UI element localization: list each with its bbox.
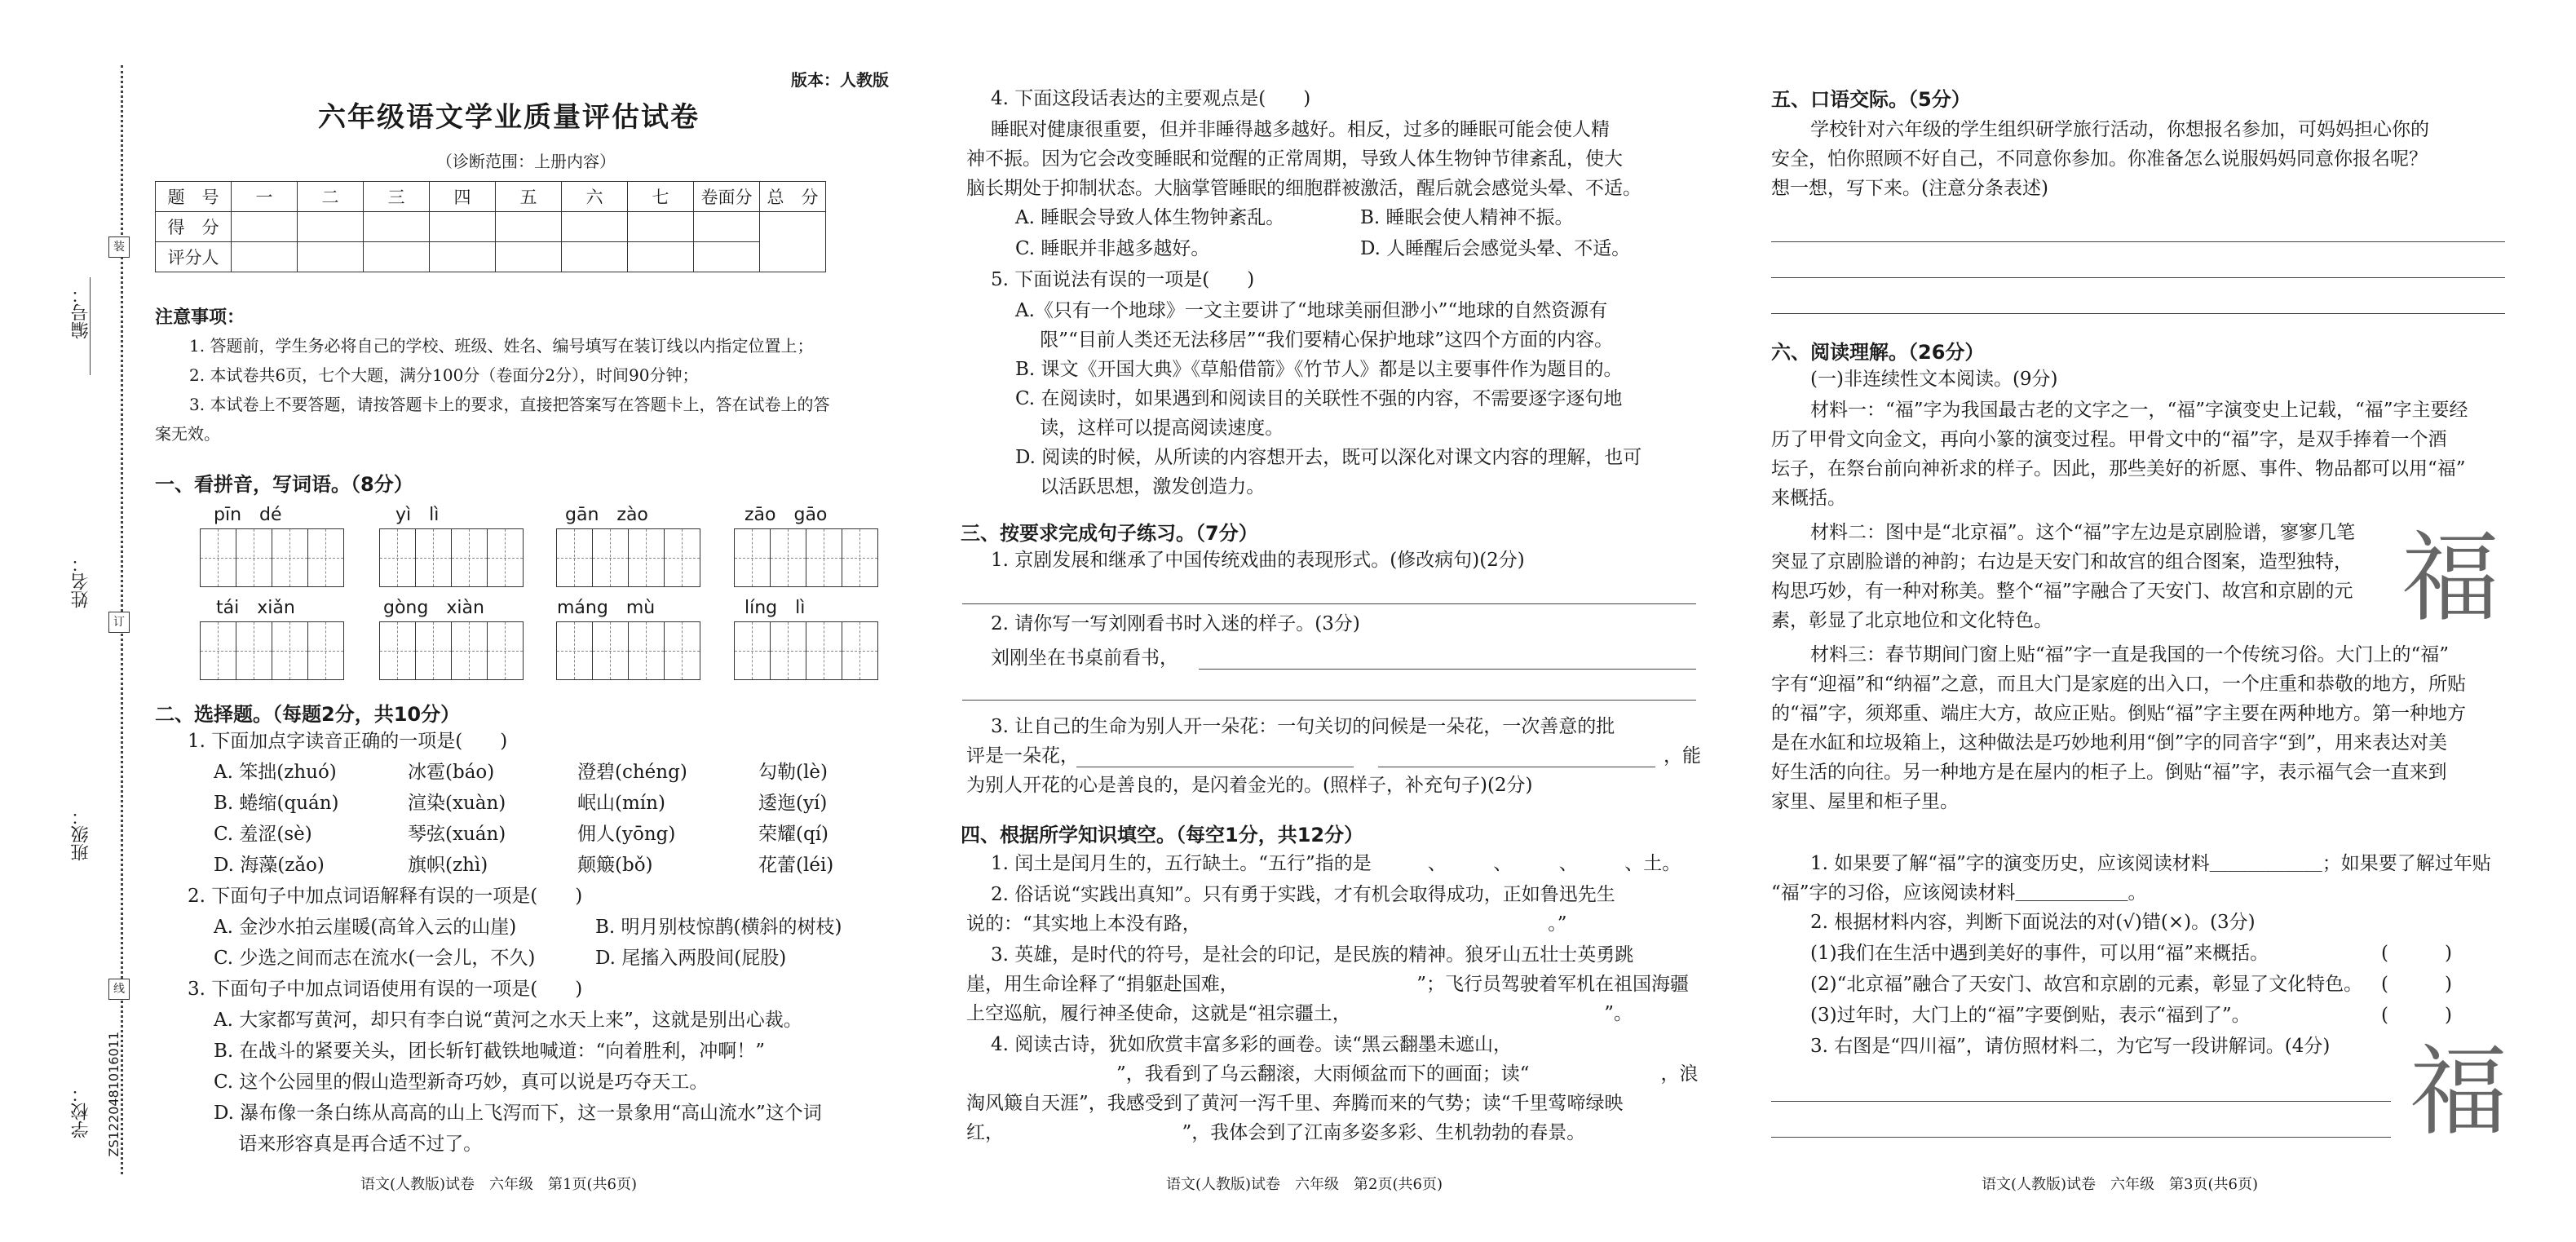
option: 读，这样可以提高阅读速度。 [1015,418,1284,439]
material-line: 字有“迎福”和“纳福”之意，而且大门是家庭的出入口，一个庄重和恭敬的地方，所贴 [1771,674,2467,695]
option: 勾勒(lè) [758,762,828,783]
option: 逶迤(yí) [758,793,828,814]
fill-line: 2. 俗话说“实践出真知”。只有勇于实践，才有机会取得成功，正如鲁迅先生 [991,884,1615,905]
page-footer: 语文(人教版)试卷 六年级 第3页(共6页) [1982,1176,2258,1193]
question-stem: 1. 下面加点字读音正确的一项是( ) [188,731,508,752]
pinyin-label: tái xiǎn [216,598,295,618]
question-stem: 1. 京剧发展和继承了中国传统戏曲的表现形式。(修改病句)(2分) [991,550,1525,571]
score-table [155,181,826,272]
section-3-title: 三、按要求完成句子练习。（7分） [961,522,1258,545]
material-line: 是在水缸和垃圾箱上，这种做法是巧妙地利用“倒”字的同音字“到”，用来表达对美 [1771,732,2448,754]
version-label: 版本：人教版 [791,70,889,90]
score-header-cell: 题 号 [156,182,232,212]
option: B. 睡眠会使人精神不振。 [1360,207,1574,228]
fill-line: 4. 阅读古诗，犹如欣赏丰富多彩的画卷。读“黑云翻墨未遮山， [991,1034,1634,1055]
answer-line[interactable] [1771,277,2505,278]
material-line: 好生活的向往。另一种地方是在屋内的柜子上。倒贴“福”字，表示福气会一直来到 [1771,762,2447,783]
judge-item: (1)我们在生活中遇到美好的事件，可以用“福”来概括。 [1810,943,2269,964]
material-line: 历了甲骨文向金文，再向小篆的演变过程。甲骨文中的“福”字，是双手捧着一个酒 [1771,429,2447,450]
section-5-title: 五、口语交际。（5分） [1771,88,1971,111]
material-line: 来概括。 [1771,488,1846,509]
section-1-title: 一、看拼音，写词语。（8分） [155,473,413,496]
option: 语来形容真是再合适不过了。 [214,1134,483,1155]
option: D. 人睡醒后会感觉头晕、不适。 [1360,238,1631,259]
prompt-line: 学校针对六年级的学生组织研学旅行活动，你想报名参加，可妈妈担心你的 [1810,119,2429,140]
score-row-label: 得 分 [156,212,232,242]
score-header-cell: 二 [298,182,364,212]
score-cell[interactable] [298,212,364,242]
page-footer: 语文(人教版)试卷 六年级 第2页(共6页) [1166,1176,1443,1193]
writing-grid[interactable] [379,528,524,587]
grader-row-label: 评分人 [156,242,232,272]
option: 旗帜(zhì) [408,855,488,876]
section-2-title: 二、选择题。（每题2分，共10分） [155,703,461,726]
score-cell[interactable] [694,212,760,242]
score-header-cell: 三 [364,182,430,212]
question-line: ，能 [1664,745,1701,767]
option: C. 在阅读时，如果遇到和阅读目的关联性不强的内容，不需要逐字逐句地 [1015,388,1623,409]
option: 荣耀(qí) [758,824,829,845]
option: C. 少选之间而志在流水(一会儿，不久) [214,948,536,969]
fill-line: 淘风簸自天涯”，我感受到了黄河一泻千里、奔腾而来的气势；读“千里莺啼绿映 [966,1093,1624,1114]
answer-line[interactable] [1771,1137,2391,1138]
pinyin-label: líng lì [745,598,806,618]
note-item: 案无效。 [155,424,220,444]
score-header-cell: 总 分 [760,182,826,212]
exam-scope: （诊断范围：上册内容） [436,152,616,171]
binding-mark: 线 [108,979,130,1000]
score-header-cell: 卷面分 [694,182,760,212]
option: A.《只有一个地球》一文主要讲了“地球美丽但渺小”“地球的自然资源有 [1015,300,1608,321]
grader-cell[interactable] [298,242,364,272]
option: C. 这个公园里的假山造型新奇巧妙，真可以说是巧夺天工。 [214,1072,709,1093]
option: D. 阅读的时候，从所读的内容想开去，既可以深化对课文内容的理解，也可 [1015,447,1642,468]
score-header-cell: 四 [430,182,496,212]
fill-line: 3. 英雄，是时代的符号，是社会的印记，是民族的精神。狼牙山五壮士英勇跳 [991,944,1634,966]
section-4-title: 四、根据所学知识填空。（每空1分，共12分） [961,824,1364,846]
writing-grid[interactable] [556,528,700,587]
question-line: 1. 如果要了解“福”字的演变历史，应该阅读材料＿＿＿＿＿＿；如果要了解过年贴 [1810,853,2491,874]
question-line: 为别人开花的心是善良的，是闪着金光的。(照样子，补充句子)(2分) [966,775,1533,796]
exam-title: 六年级语文学业质量评估试卷 [318,101,700,134]
answer-line[interactable] [962,700,1696,701]
question-stem: 3. 下面句子中加点词语使用有误的一项是( ) [188,979,583,1000]
fill-line: 红， ”，我体会到了江南多姿多彩、生机勃勃的春景。 [966,1122,1586,1143]
writing-grid[interactable] [734,621,878,680]
option: A. 金沙水拍云崖暖(高耸入云的山崖) [214,917,517,938]
note-item: 1. 答题前，学生务必将自己的学校、班级、姓名、编号填写在装订线以内指定位置上； [189,336,814,356]
score-cell[interactable] [628,212,694,242]
material-line: 素，彰显了北京地位和文化特色。 [1771,610,2052,631]
binding-mark: 装 [108,236,130,258]
prompt-line: 想一想，写下来。(注意分条表述) [1771,178,2048,199]
pinyin-label: zāo gāo [745,505,828,525]
material-line: 家里、屋里和柜子里。 [1771,791,1959,812]
material-line: 材料一：“福”字为我国最古老的文字之一，“福”字演变史上记载，“福”字主要经 [1810,400,2468,421]
judge-answer[interactable]: ( ) [2381,974,2452,995]
writing-grid[interactable] [556,621,700,680]
option: D. 瀑布像一条白练从高高的山上飞泻而下，这一景象用“高山流水”这个词 [214,1103,822,1124]
question-stem: 2. 请你写一写刘刚看书时入迷的样子。(3分) [991,613,1360,634]
pinyin-label: máng mù [557,598,656,618]
option: 佣人(yōng) [577,824,676,845]
option: 颠簸(bǒ) [577,855,653,876]
option: 岷山(mín) [577,793,665,814]
option: 以活跃思想，激发创造力。 [1015,476,1266,497]
fill-line: 说的：“其实地上本没有路， 。” [966,913,1567,935]
prompt-line: 安全，怕你照顾不好自己，不同意你参加。你准备怎么说服妈妈同意你报名呢？ [1771,148,2428,170]
question-line: 2. 根据材料内容，判断下面说法的对(√)错(×)。(3分) [1810,912,2256,933]
grader-cell[interactable] [562,242,628,272]
judge-answer[interactable]: ( ) [2381,943,2452,964]
answer-lead: 刘刚坐在书桌前看书， [991,648,1178,669]
writing-grid[interactable] [379,621,524,680]
score-header-cell: 七 [628,182,694,212]
score-header-cell: 六 [562,182,628,212]
option: D. 海藻(zǎo) [214,855,325,876]
answer-line[interactable] [1199,669,1696,670]
score-header-cell: 五 [496,182,562,212]
name-label: 姓名： [71,555,91,608]
option: C. 羞涩(sè) [214,824,312,845]
option: 渲染(xuàn) [408,793,506,814]
option: A. 大家都写黄河，却只有李白说“黄河之水天上来”，这就是别出心裁。 [214,1010,802,1031]
note-item: 2. 本试卷共6页，七个大题，满分100分（卷面分2分），时间90分钟； [189,365,699,385]
pinyin-label: gān zào [565,505,648,525]
pinyin-label: gòng xiàn [383,598,484,618]
material-line: 的“福”字，须郑重、端庄大方，故应正贴。倒贴“福”字主要在两种地方。第一种地方 [1771,703,2467,724]
option: B. 蜷缩(quán) [214,793,339,814]
grader-cell[interactable] [232,242,298,272]
section-6-title: 六、阅读理解。（26分） [1771,341,1985,364]
subsection-title: (一)非连续性文本阅读。(9分) [1810,369,2058,390]
beijing-fu-image: 福 [2401,522,2499,635]
pinyin-label: yì lì [395,505,440,525]
grader-cell[interactable] [364,242,430,272]
option: 澄碧(chéng) [577,762,687,783]
passage-line: 脑长期处于抑制状态。大脑掌管睡眠的细胞群被激活，醒后就会感觉头晕、不适。 [966,178,1641,199]
page-footer: 语文(人教版)试卷 六年级 第1页(共6页) [360,1176,637,1193]
sichuan-fu-image: 福 [2410,1036,2508,1149]
grader-cell[interactable] [694,242,760,272]
fill-line: 崖，用生命诠释了“捐躯赴国难， ”；飞行员驾驶着军机在祖国海疆 [966,974,1690,995]
question-line: 3. 右图是“四川福”，请仿照材料二，为它写一段讲解词。(4分) [1810,1036,2331,1057]
question-stem: 4. 下面这段话表达的主要观点是( ) [991,88,1311,109]
score-cell[interactable] [364,212,430,242]
grader-cell[interactable] [496,242,562,272]
writing-grid[interactable] [734,528,878,587]
pinyin-label: pīn dé [214,505,282,525]
id-label: 编号： [71,285,91,339]
answer-line[interactable] [962,603,1696,604]
answer-line[interactable] [1771,241,2505,242]
score-cell[interactable] [232,212,298,242]
judge-answer[interactable]: ( ) [2381,1005,2452,1026]
fill-line: 1. 闰土是闰月生的，五行缺土。“五行”指的是 、 、 、 、土。 [991,853,1681,874]
question-stem: 2. 下面句子中加点词语解释有误的一项是( ) [188,886,583,907]
score-header-row [156,182,826,212]
note-item: 3. 本试卷上不要答题，请按答题卡上的要求，直接把答案写在答题卡上，答在试卷上的答 [189,395,830,414]
fill-line: 上空巡航，履行神圣使命，这就是“祖宗疆土， ”。 [966,1003,1633,1024]
option: D. 尾搐入两股间(屁股) [595,948,787,969]
score-header-cell: 一 [232,182,298,212]
class-label: 班级： [71,807,91,861]
material-line: 材料二：图中是“北京福”。这个“福”字左边是京剧脸谱，寥寥几笔 [1810,522,2356,543]
option: A. 笨拙(zhuó) [214,762,337,783]
grader-cell[interactable] [430,242,496,272]
question-line: “福”字的习俗，应该阅读材料＿＿＿＿＿＿。 [1771,882,2147,904]
writing-grid[interactable] [200,528,344,587]
total-score-cell[interactable] [760,212,826,272]
option: 琴弦(xuán) [408,824,506,845]
binding-mark: 订 [108,612,130,633]
material-line: 构思巧妙，有一种对称美。整个“福”字融合了天安门、故宫和京剧的元 [1771,581,2353,602]
notes-title: 注意事项： [155,307,245,328]
material-line: 材料三：春节期间门窗上贴“福”字一直是我国的一个传统习俗。大门上的“福” [1810,644,2450,665]
option: B. 课文《开国大典》《草船借箭》《竹节人》都是以主要事件作为题目的。 [1015,359,1623,380]
grader-row [156,242,826,272]
score-cell[interactable] [430,212,496,242]
judge-item: (2)“北京福”融合了天安门、故宫和京剧的元素，彰显了文化特色。 [1810,974,2363,995]
option: C. 睡眠并非越多越好。 [1015,238,1210,259]
material-line: 突显了京剧脸谱的神韵；右边是天安门和故宫的组合图案，造型独特， [1771,551,2353,572]
option: B. 在战斗的紧要关头，团长斩钉截铁地喊道：“向着胜利，冲啊！” [214,1041,766,1062]
passage-line: 睡眠对健康很重要，但并非睡得越多越好。相反，过多的睡眠可能会使人精 [991,119,1610,140]
school-label: 学校： [71,1085,91,1138]
score-cell[interactable] [496,212,562,242]
option: 冰雹(báo) [408,762,495,783]
option: 花蕾(léi) [758,855,834,876]
score-cell[interactable] [562,212,628,242]
question-stem: 5. 下面说法有误的一项是( ) [991,269,1255,290]
option: 限”“目前人类还无法移居”“我们要精心保护地球”这四个方面的内容。 [1015,329,1614,351]
judge-item: (3)过年时，大门上的“福”字要倒贴，表示“福到了”。 [1810,1005,2251,1026]
grader-cell[interactable] [628,242,694,272]
question-stem: 3. 让自己的生命为别人开一朵花：一句关切的问候是一朵花，一次善意的批 [991,716,1615,737]
option: B. 明月别枝惊鹊(横斜的树枝) [595,917,842,938]
writing-grid[interactable] [200,621,344,680]
question-line: 评是一朵花， [966,745,1079,767]
fill-line: ”，我看到了乌云翻滚，大雨倾盆而下的画面；读“ ，浪 [966,1063,1699,1085]
paper-code: ZS1220481016011 [106,1032,122,1157]
material-line: 坛子，在祭台前向神祈求的样子。因此，那些美好的祈愿、事件、物品都可以用“福” [1771,458,2466,480]
answer-line[interactable] [1771,1101,2391,1102]
passage-line: 神不振。因为它会改变睡眠和觉醒的正常周期，导致人体生物钟节律紊乱，使大 [966,148,1623,170]
answer-line[interactable] [1771,313,2505,314]
score-row [156,212,826,242]
option: A. 睡眠会导致人体生物钟紊乱。 [1015,207,1285,228]
